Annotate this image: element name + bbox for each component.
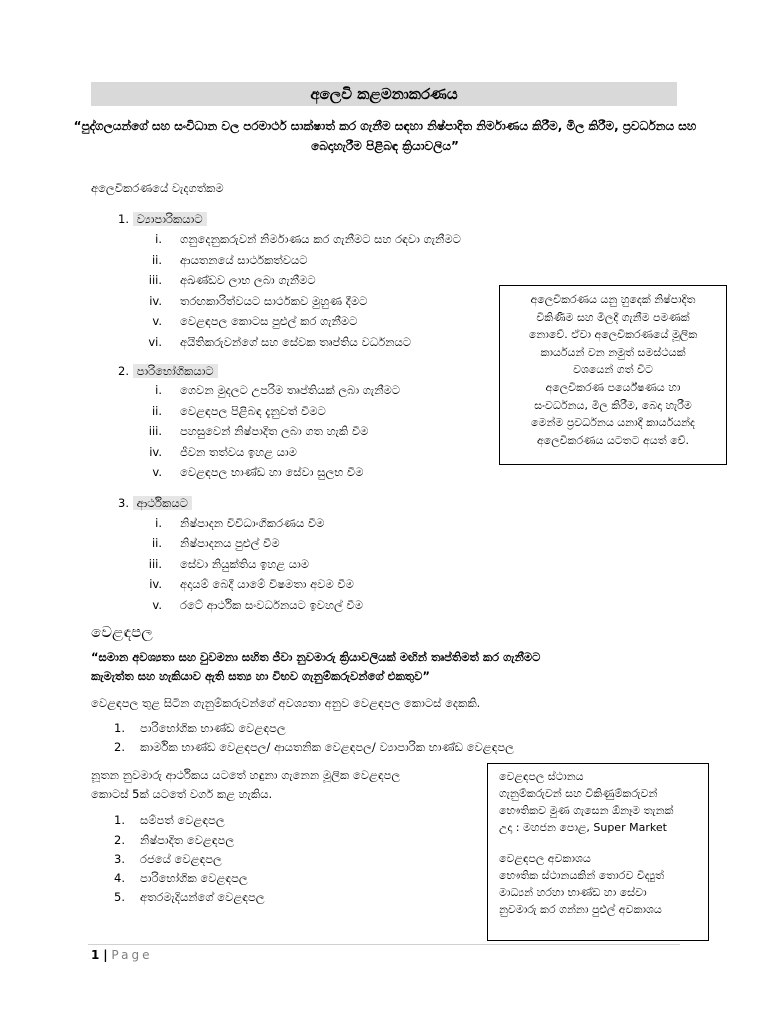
list-item: නිෂ්පාදිත වෙළඳපල (140, 833, 235, 847)
list-item-number: iv. (149, 445, 162, 459)
list-item-number: 1. (114, 721, 125, 735)
list-item: අයිතිකරුවන්ගේ සහ සේවක තෘප්තිය වර්ධනයට (180, 335, 412, 349)
list-item-number: ii. (151, 404, 162, 418)
importance-heading: අලෙවිකරණයේ වැදගත්කම (91, 181, 224, 195)
list-item-number: 3. (114, 852, 125, 866)
market-heading: වෙළඳපල (91, 623, 153, 641)
section-heading: පාරිභෝගිකයාට (133, 364, 218, 378)
box-line: සංවර්ධනය, මිල කිරීම, බෙදා හැරීම (534, 398, 692, 412)
box-line: භෞතික ස්ථානයකින් තොරව විද්‍යුත් (499, 869, 665, 882)
list-item: නිෂ්පාදන විවිධාංගිකරණය වීම (180, 516, 325, 530)
list-item-number: 5. (114, 890, 125, 904)
list-item-number: ii. (151, 253, 162, 267)
list-item-number: v. (152, 314, 162, 328)
box-line: වෙළඳපල ස්ථානය (499, 770, 584, 783)
list-item: කාර්මික භාණ්ඩ වෙළඳපල/ ආයතනික වෙළඳපල/ ව්‍යාපාරික භාණ්ඩ වෙළඳපල (140, 740, 514, 754)
list-item-number: 1. (114, 813, 125, 827)
list-item-number: iii. (148, 273, 162, 287)
list-item: සේවා නියුක්තිය ඉහළ යාම (180, 557, 310, 571)
footer-separator: | (103, 948, 108, 962)
list-item-number: 2. (114, 833, 125, 847)
list-item-number: i. (155, 516, 162, 530)
list-item: වෙළඳපල භාණ්ඩ හා සේවා සුලභ වීම (180, 465, 364, 479)
list-item-number: v. (152, 465, 162, 479)
list-item-number: i. (155, 383, 162, 397)
list-item: ආයතනයේ සාර්ථකත්වයට (180, 253, 308, 267)
box-line: විකිණීම සහ මිලදී ගැනීම පමණක් (536, 310, 690, 324)
list-item: රජයේ වෙළඳපල (140, 852, 222, 866)
section-heading: ව්‍යාපාරිකයාට (133, 212, 207, 226)
page-title: අලෙවි කළමනාකරණය (91, 82, 677, 106)
list-item-number: iii. (148, 424, 162, 438)
list-item: තරඟකාරිත්වයට සාර්ථකව මුහුණ දීමට (180, 294, 368, 308)
section-heading: ආර්ථිකයට (133, 496, 192, 510)
box-line: මෙන්ම ප්‍රවර්ධනය යනාදී කාර්යයන්ද (531, 416, 695, 430)
list-item-number: 4. (114, 871, 125, 885)
list-item: පාරිභෝගික භාණ්ඩ වෙළඳපල (140, 721, 286, 735)
footer-divider (88, 944, 680, 945)
box-line: උදා : මහජන පොළ, Super Market (499, 821, 667, 834)
list-item-number: vi. (148, 335, 162, 349)
box-line: වෙළඳපල අවකාශය (499, 852, 591, 865)
list-item: ගනුදෙනුකරුවන් නිර්මාණය කර ගැනීමට සහ රඳවා ගැනීමට (180, 232, 461, 246)
list-item: වෙළඳපල කොටස පුළුල් කර ගැනීමට (180, 314, 358, 328)
list-item: අඛණ්ඩව ලාභ ලබා ගැනීමට (180, 273, 316, 287)
list-item-number: iv. (149, 577, 162, 591)
page-number: 1 (91, 948, 100, 962)
box-line: කාර්යයන් වන නමුත් සමස්ථයක් (540, 345, 686, 359)
marketing-scope-box (499, 285, 727, 465)
list-item-number: iv. (149, 294, 162, 308)
box-line: වශයෙන් ගත් විට (573, 363, 653, 377)
economy-intro-line: කොටස් 5ක් යටතේ වර්ග කළ හැකිය. (91, 787, 273, 801)
list-item: ජීවන තත්වය ඉහළ යාම (180, 445, 297, 459)
economy-intro-line: නූතන නුවමාරු ආර්ථිකය යටතේ හඳුනා ගැනෙන මූලික වෙළඳපල (91, 768, 401, 782)
box-line: ගැනුම්කරුවන් සහ විකිණුම්කරුවන් (499, 787, 658, 800)
list-item: අදායම් බෙදී යාමේ විෂමතා අවම වීම (180, 577, 354, 591)
box-line: අලෙවිකරණ පර්යේෂණය හා (545, 380, 681, 394)
box-line: නොවේ. ඒවා අලෙවිකරණයේ මූලික (528, 328, 698, 342)
list-item: ගෙවන මුදලට උපරිම තෘප්තියක් ලබා ගැනීමට (180, 383, 401, 397)
list-item-number: iii. (148, 557, 162, 571)
section-number: 2. (118, 364, 129, 378)
list-item: පහසුවෙන් නිෂ්පාදිත ලබා ගත හැකි වීම (180, 424, 369, 438)
definition-quote: “පුද්ගලයන්ගේ සහ සංවිධාන වල පරමාර්ථ සාක්ෂාත් කර ගැනීම සඳහා නිෂ්පාදිත නිර්මාණය කිරීම, මිල කිරීම, ප්‍රවර්ධනය සහ බෙදාහැරීම පිළිබඳ ක්‍රියාවලිය” (73, 119, 697, 153)
section-number: 3. (118, 496, 129, 510)
list-item: සම්පත් වෙළඳපල (140, 813, 225, 827)
list-item: නිෂ්පාදනය පුළුල් වීම (180, 536, 280, 550)
box-line: අලෙවිකරණය යටතට අයත් වේ. (536, 433, 690, 447)
page-footer (91, 947, 152, 963)
page-label: Page (111, 948, 153, 962)
box-line: නුවමාරු කර ගන්නා පුළුල් අවකාශය (499, 903, 662, 916)
list-item: අතරමැදියන්ගේ වෙළඳපල (140, 890, 265, 904)
list-item-number: v. (152, 598, 162, 612)
market-quote-line: “සමාන අවශ්‍යතා සහ වුවමනා සහිත ජීවා නුවමාරු ක්‍රියාවලියක් මඟින් තෘප්තිමත් කර ගැනීමට (91, 650, 541, 664)
box-line: අලෙවිකරණය යනු හුදෙක් නිෂ්පාදිත (530, 293, 696, 306)
list-item: පාරිභෝගික වෙළඳපල (140, 871, 248, 885)
list-item: වෙළඳපල පිළිබඳ දැනුවත් වීමට (180, 404, 326, 418)
list-item-number: i. (155, 232, 162, 246)
market-quote-line: කැමැත්ත සහ හැකියාව ඇති සත්‍ය හා විභව ගැනුම්කරුවන්ගේ එකතුව” (91, 669, 430, 683)
list-item-number: 2. (114, 740, 125, 754)
box-line: භෞතිකව මුණ ගැසෙන ඕනෑම තැනක් (499, 804, 674, 817)
list-item-number: ii. (151, 536, 162, 550)
market-types-intro: වෙළඳපල තුළ සිටින ගැනුම්කරුවන්ගේ අවශ්‍යතා අනුව වෙළඳපල කොටස් දෙකකි. (91, 696, 481, 710)
box-line: මාධ්‍යන් හරහා භාණ්ඩ හා සේවා (499, 886, 647, 899)
market-place-box (487, 763, 709, 941)
list-item: රටේ ආර්ථික සංවර්ධනයට ඉවහල් වීම (180, 598, 363, 612)
section-number: 1. (118, 212, 129, 226)
